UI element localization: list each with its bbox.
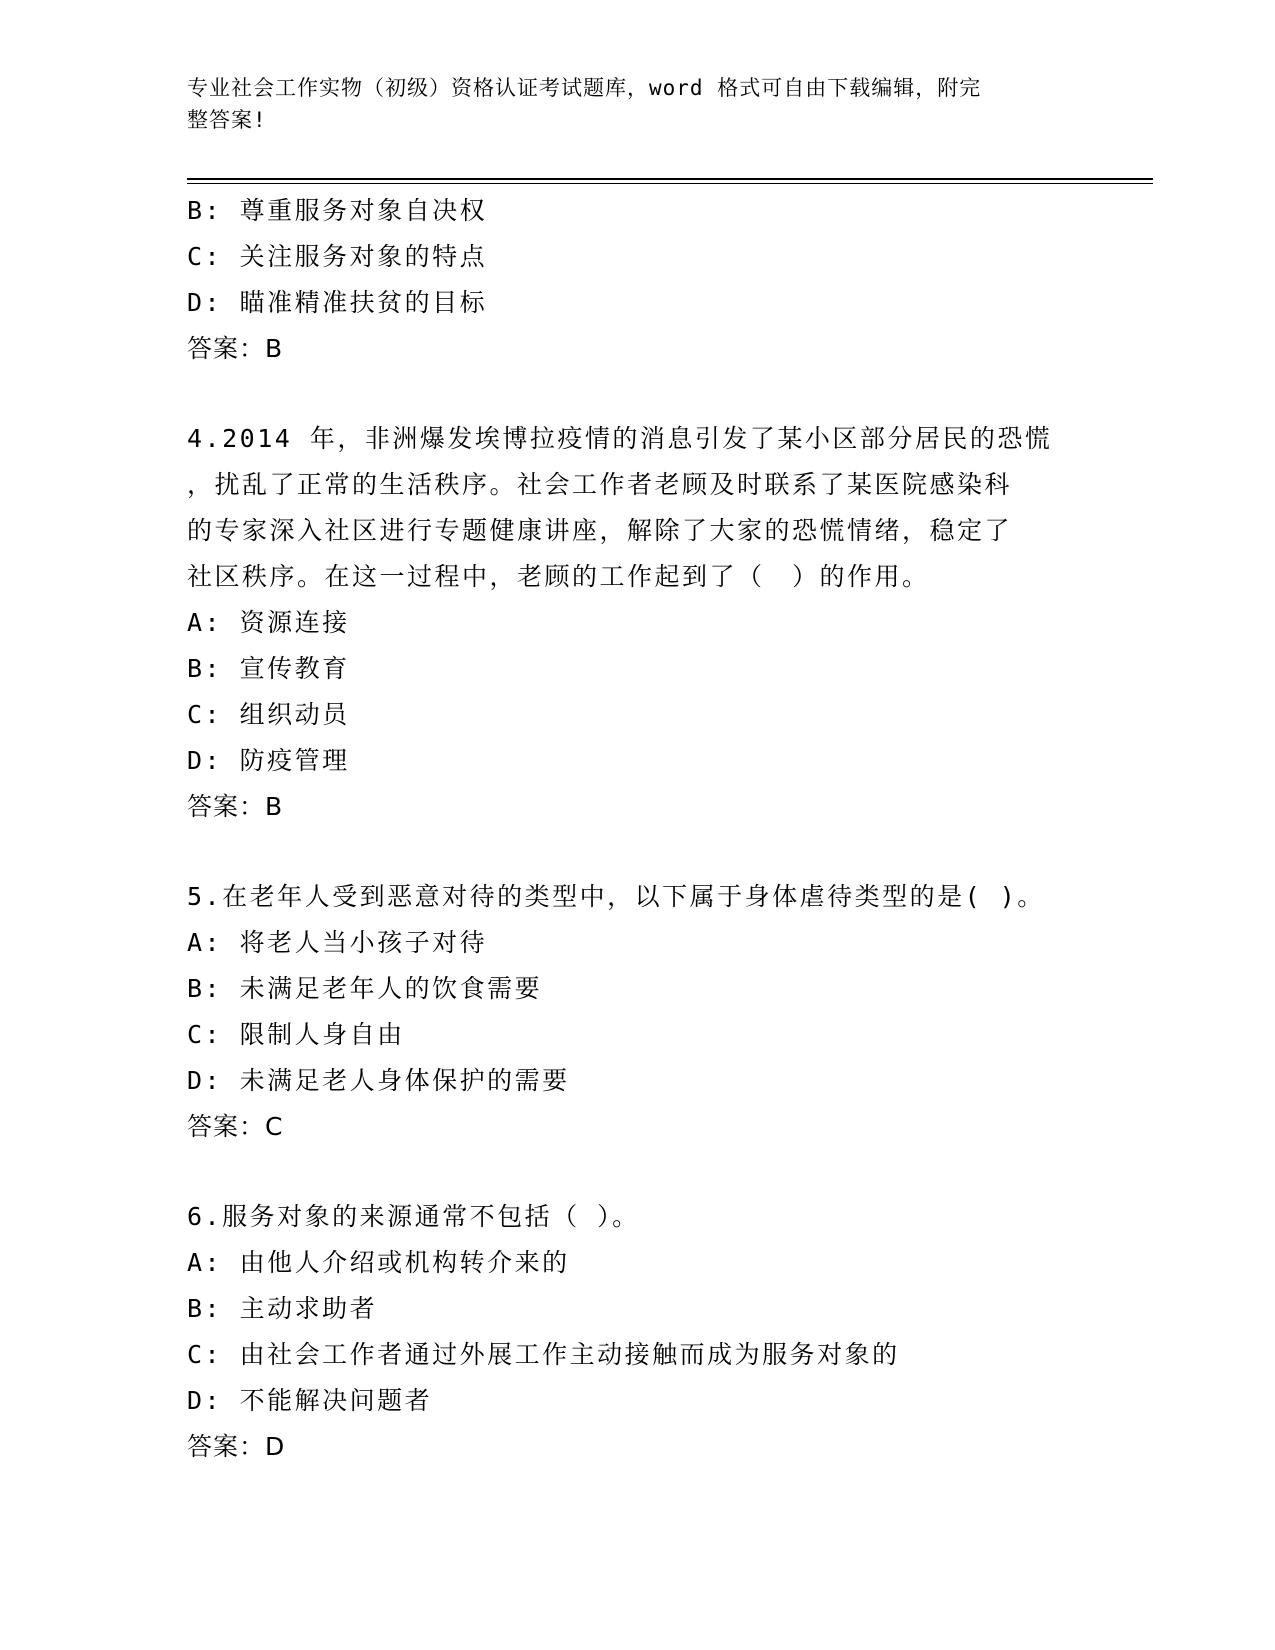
question-stem: ，扰乱了正常的生活秩序。社会工作者老顾及时联系了某医院感染科	[187, 470, 1013, 499]
option-c: C: 限制人身自由	[187, 1020, 405, 1049]
question-stem: 社区秩序。在这一过程中，老顾的工作起到了（ ）的作用。	[187, 562, 930, 591]
question-list	[187, 188, 1087, 1470]
answer: 答案：B	[187, 792, 284, 821]
answer: 答案：D	[187, 1432, 286, 1461]
question-4	[187, 416, 1087, 830]
option-b: B: 未满足老年人的饮食需要	[187, 974, 543, 1003]
question-5	[187, 874, 1087, 1150]
option-a: A: 由他人介绍或机构转介来的	[187, 1248, 570, 1277]
spacer	[187, 372, 1087, 416]
option-a: A: 资源连接	[187, 608, 350, 637]
option-d: D: 瞄准精准扶贫的目标	[187, 288, 488, 317]
spacer	[187, 1150, 1087, 1194]
option-d: D: 不能解决问题者	[187, 1386, 433, 1415]
header-line-2: 整答案!	[187, 108, 267, 132]
question-stem: 5.在老年人受到恶意对待的类型中，以下属于身体虐待类型的是( )。	[187, 882, 1045, 911]
header-rule-thick	[187, 178, 1153, 180]
option-a: A: 将老人当小孩子对待	[187, 928, 488, 957]
option-b: B: 尊重服务对象自决权	[187, 196, 488, 225]
header-line-1: 专业社会工作实物（初级）资格认证考试题库，word 格式可自由下载编辑，附完	[187, 76, 982, 100]
question-3-tail	[187, 188, 1087, 372]
header-rule-thin	[187, 183, 1153, 184]
page-header	[187, 72, 1067, 136]
option-c: C: 由社会工作者通过外展工作主动接触而成为服务对象的	[187, 1340, 900, 1369]
option-c: C: 关注服务对象的特点	[187, 242, 488, 271]
option-c: C: 组织动员	[187, 700, 350, 729]
spacer	[187, 830, 1087, 874]
answer: 答案：B	[187, 334, 284, 363]
question-stem: 4.2014 年，非洲爆发埃博拉疫情的消息引发了某小区部分居民的恐慌	[187, 424, 1053, 453]
question-6	[187, 1194, 1087, 1470]
option-b: B: 主动求助者	[187, 1294, 378, 1323]
question-stem: 6.服务对象的来源通常不包括（ ）。	[187, 1202, 640, 1231]
option-b: B: 宣传教育	[187, 654, 350, 683]
answer: 答案：C	[187, 1112, 284, 1141]
question-stem: 的专家深入社区进行专题健康讲座，解除了大家的恐慌情绪，稳定了	[187, 516, 1013, 545]
option-d: D: 防疫管理	[187, 746, 350, 775]
option-d: D: 未满足老人身体保护的需要	[187, 1066, 570, 1095]
